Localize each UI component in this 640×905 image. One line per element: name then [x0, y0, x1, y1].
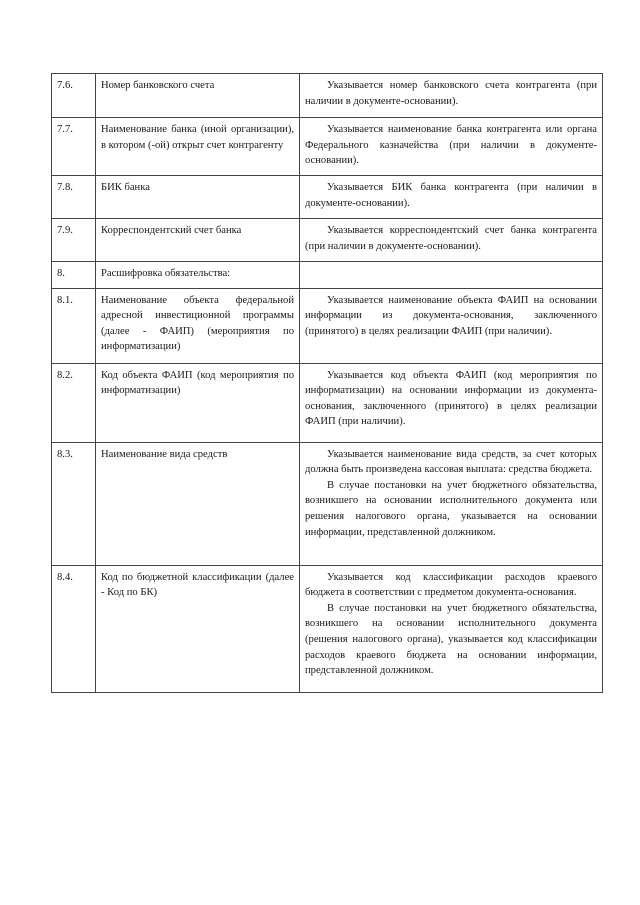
row-number: 7.9. — [52, 219, 96, 262]
row-number: 8.1. — [52, 288, 96, 363]
row-number: 7.7. — [52, 118, 96, 176]
field-description — [300, 118, 603, 176]
field-name: Корреспондентский счет банка — [96, 219, 300, 262]
description-paragraph: Указывается наименование вида средств, за счет которых должна быть произведена кассовая выплата: средства бюджета. — [305, 448, 597, 476]
table-row — [52, 176, 603, 219]
row-number: 8.2. — [52, 363, 96, 442]
row-number: 8. — [52, 262, 96, 289]
description-paragraph: Указывается код объекта ФАИП (код мероприятия по информатизации) на основании информации из документа-основания, заключенного (принятого) в целях реализации ФАИП (при наличии). — [305, 369, 597, 428]
field-name: Код по бюджетной классификации (далее - Код по БК) — [96, 565, 300, 692]
description-paragraph: В случае постановки на учет бюджетного обязательства, возникшего на основании исполнительного документа (решения налогового органа), указывается код классификации расходов краевого бюджета на основании информации, представленной должником. — [305, 602, 597, 677]
row-number: 8.3. — [52, 442, 96, 565]
field-description — [300, 74, 603, 118]
field-name: Номер банковского счета — [96, 74, 300, 118]
table-row — [52, 288, 603, 363]
field-name: Расшифровка обязательства: — [96, 262, 300, 289]
description-paragraph: Указывается наименование банка контрагента или органа Федерального казначейства (при наличии в документе-основании). — [305, 124, 597, 167]
description-paragraph: Указывается корреспондентский счет банка контрагента (при наличии в документе-основании). — [305, 225, 597, 252]
field-description — [300, 176, 603, 219]
table-row — [52, 219, 603, 262]
description-paragraph: Указывается БИК банка контрагента (при наличии в документе-основании). — [305, 182, 597, 209]
table-row — [52, 442, 603, 565]
row-number: 7.8. — [52, 176, 96, 219]
table-row — [52, 74, 603, 118]
field-name: Код объекта ФАИП (код мероприятия по информатизации) — [96, 363, 300, 442]
table-row — [52, 118, 603, 176]
field-description — [300, 565, 603, 692]
description-paragraph: Указывается наименование объекта ФАИП на основании информации из документа-основания, заключенного (принятого) в целях реализации ФАИП (при наличии). — [305, 294, 597, 337]
table-row — [52, 262, 603, 289]
field-name: Наименование вида средств — [96, 442, 300, 565]
field-name: БИК банка — [96, 176, 300, 219]
field-name: Наименование банка (иной организации), в котором (-ой) открыт счет контрагенту — [96, 118, 300, 176]
field-name: Наименование объекта федеральной адресной инвестиционной программы (далее - ФАИП) (мероприятия по информатизации) — [96, 288, 300, 363]
table-row — [52, 565, 603, 692]
field-description — [300, 363, 603, 442]
field-description — [300, 288, 603, 363]
rules-table — [51, 73, 603, 693]
row-number: 7.6. — [52, 74, 96, 118]
table-row — [52, 363, 603, 442]
field-description — [300, 262, 603, 289]
description-paragraph: Указывается номер банковского счета контрагента (при наличии в документе-основании). — [305, 80, 597, 107]
row-number: 8.4. — [52, 565, 96, 692]
field-description — [300, 219, 603, 262]
field-description — [300, 442, 603, 565]
description-paragraph: Указывается код классификации расходов краевого бюджета в соответствии с предметом документа-основания. — [305, 571, 597, 599]
description-paragraph: В случае постановки на учет бюджетного обязательства, возникшего на основании исполнительного документа или решения налогового органа, указывается на основании информации, представленной должником. — [305, 479, 597, 538]
